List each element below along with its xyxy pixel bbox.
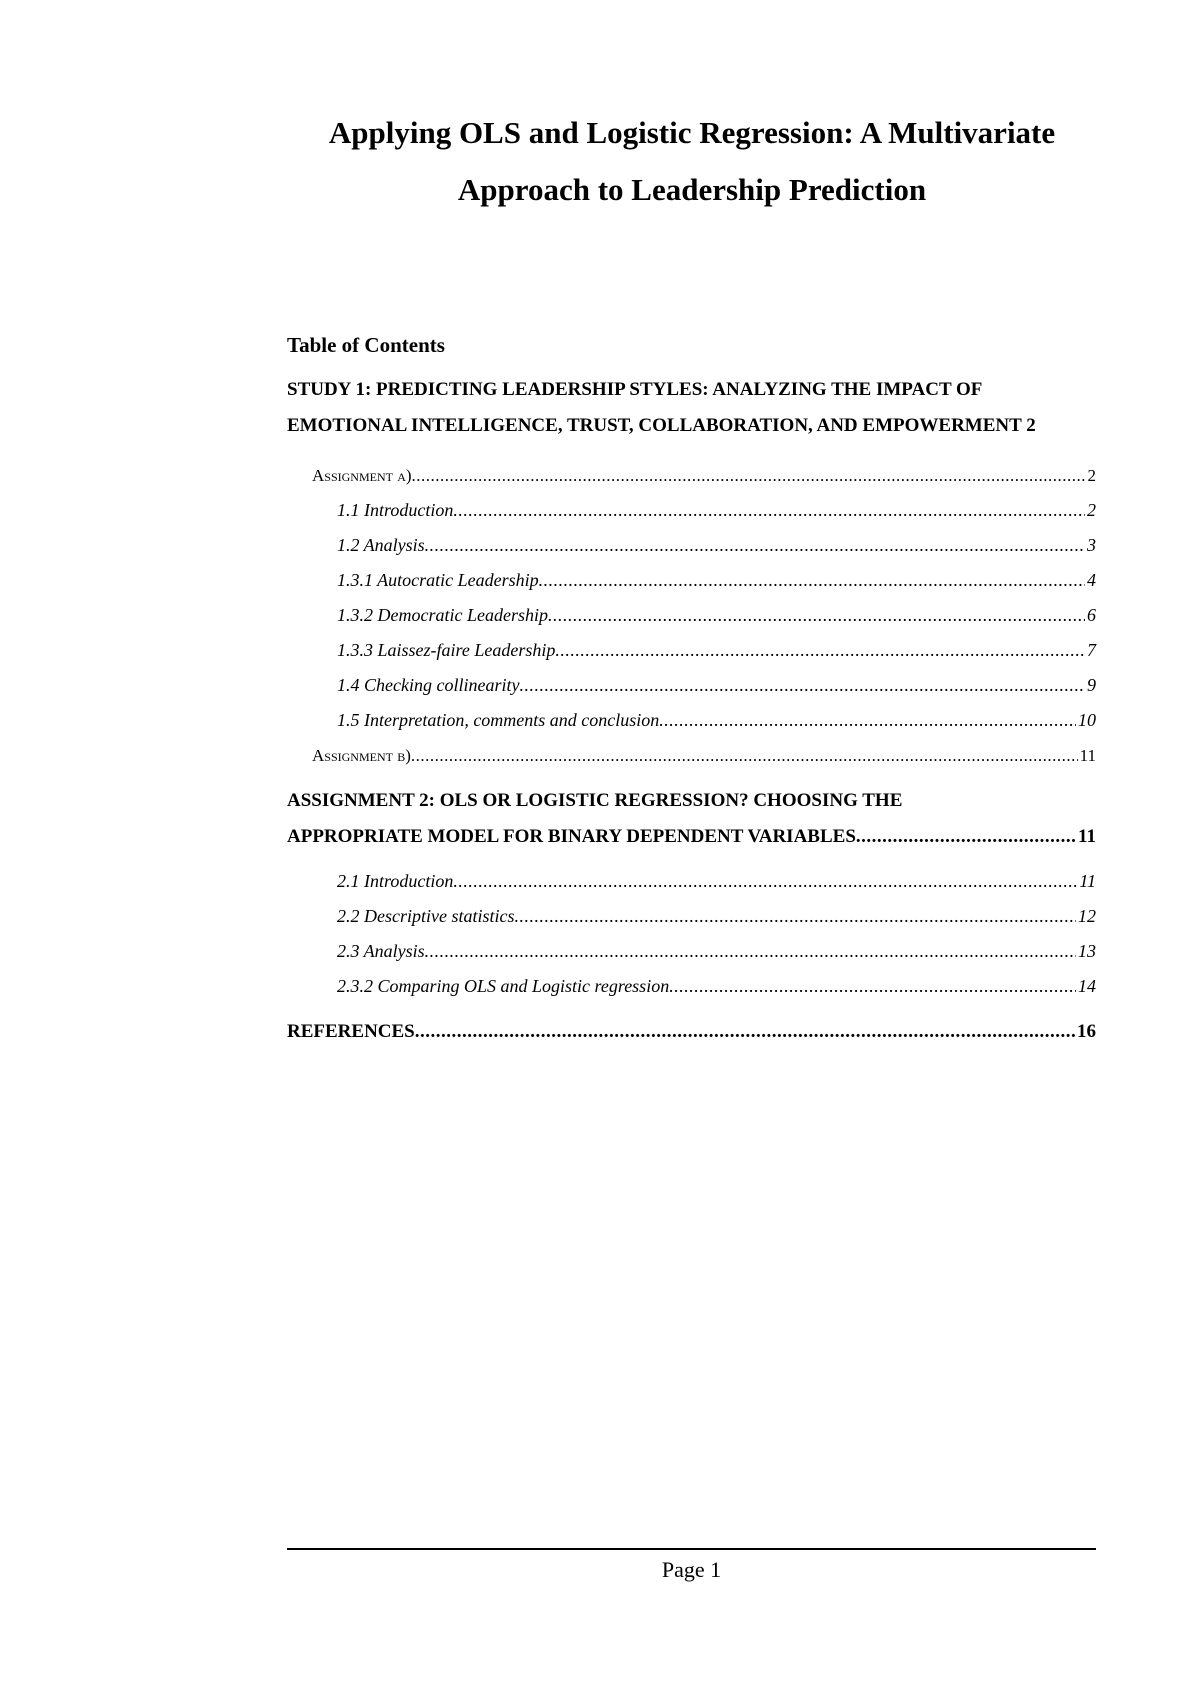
title-line-2: Approach to Leadership Prediction	[457, 172, 927, 207]
toc-study1-page: 2	[1026, 415, 1036, 436]
toc-study1-title-end: EMOTIONAL INTELLIGENCE, TRUST, COLLABORATION, AND EMPOWERMENT	[287, 415, 1022, 436]
toc-entry-page: 11	[1079, 746, 1096, 765]
toc-entry-label: 1.3.3 Laissez-faire Leadership	[337, 640, 556, 660]
toc-entry-assignment-b[interactable]	[287, 738, 1096, 773]
toc-entry-page: 12	[1078, 906, 1096, 926]
toc-entry-label: 1.3.1 Autocratic Leadership	[337, 570, 539, 590]
toc-entry-label: Assignment a)	[312, 466, 412, 485]
toc-entry-1-5[interactable]	[287, 703, 1096, 738]
toc-entry-page: 10	[1078, 710, 1096, 730]
toc-entry-1-3-3[interactable]	[287, 633, 1096, 668]
toc-entry-page: 4	[1087, 570, 1096, 590]
toc-entry-label: 2.3.2 Comparing OLS and Logistic regression	[337, 976, 670, 996]
toc-leader-dots	[519, 668, 1085, 703]
toc-study1-line1[interactable]: STUDY 1: PREDICTING LEADERSHIP STYLES: ANALYZING THE IMPACT OF	[287, 379, 983, 400]
toc-leader-dots	[453, 493, 1085, 528]
toc-entry-assignment-a[interactable]	[287, 458, 1096, 493]
toc-leader-dots	[415, 1014, 1075, 1049]
toc-heading: Table of Contents	[287, 333, 445, 357]
toc-entry-label: 2.3 Analysis	[337, 941, 425, 961]
toc-leader-dots	[425, 528, 1085, 563]
toc-entry-1-4[interactable]	[287, 668, 1096, 703]
toc-entry-label: APPROPRIATE MODEL FOR BINARY DEPENDENT VARIABLES	[287, 826, 856, 847]
toc-entry-page: 11	[1079, 871, 1096, 891]
toc-entry-2-2[interactable]	[287, 899, 1096, 934]
toc-entry-2-1[interactable]	[287, 864, 1096, 899]
toc-entry-page: 16	[1077, 1021, 1096, 1042]
toc-entry-label: 2.1 Introduction	[337, 871, 454, 891]
toc-entry-label: 1.4 Checking collinearity	[337, 675, 520, 695]
page-number: Page 1	[661, 1557, 722, 1582]
document-title	[287, 104, 1097, 218]
toc-entry-page: 3	[1087, 535, 1096, 555]
title-line-1: Applying OLS and Logistic Regression: A Multivariate	[328, 115, 1056, 150]
toc-leader-dots	[539, 563, 1085, 598]
toc-entry-label: 1.5 Interpretation, comments and conclusion	[337, 710, 660, 730]
toc-leader-dots	[659, 703, 1076, 738]
toc-study1-line2[interactable]	[287, 408, 1096, 444]
toc-assignment2-line1[interactable]: ASSIGNMENT 2: OLS OR LOGISTIC REGRESSION? CHOOSING THE	[287, 790, 903, 811]
toc-entry-label: 1.3.2 Democratic Leadership	[337, 605, 548, 625]
toc-leader-dots	[514, 899, 1076, 934]
toc-leader-dots	[453, 864, 1077, 899]
toc-entry-2-3-2[interactable]	[287, 969, 1096, 1004]
toc-entry-page: 14	[1078, 976, 1096, 996]
toc-entry-label: 2.2 Descriptive statistics	[337, 906, 515, 926]
toc-entry-page: 7	[1087, 640, 1096, 660]
toc-entry-1-3-2[interactable]	[287, 598, 1096, 633]
toc-entry-2-3[interactable]	[287, 934, 1096, 969]
toc-entry-page: 9	[1087, 675, 1096, 695]
toc-entry-1-1[interactable]	[287, 493, 1096, 528]
toc-entry-label: 1.1 Introduction	[337, 500, 454, 520]
toc-leader-dots	[548, 598, 1085, 633]
toc-entry-page: 11	[1078, 826, 1096, 847]
toc-entry-label: Assignment b)	[312, 746, 411, 765]
toc-entry-1-2[interactable]	[287, 528, 1096, 563]
toc-entry-label: REFERENCES	[287, 1021, 415, 1042]
toc-leader-dots	[669, 969, 1076, 1004]
toc-entry-page: 2	[1087, 500, 1096, 520]
toc-entry-page: 6	[1087, 605, 1096, 625]
toc-leader-dots	[425, 934, 1076, 969]
toc-leader-dots	[412, 458, 1086, 493]
toc-entry-page: 2	[1087, 466, 1096, 485]
toc-leader-dots	[856, 819, 1076, 854]
toc-leader-dots	[555, 633, 1085, 668]
toc-entry-label: 1.2 Analysis	[337, 535, 425, 555]
table-of-contents	[287, 328, 1096, 1049]
toc-entry-page: 13	[1078, 941, 1096, 961]
toc-leader-dots	[411, 738, 1078, 773]
toc-entry-1-3-1[interactable]	[287, 563, 1096, 598]
toc-assignment2-line2[interactable]	[287, 819, 1096, 854]
toc-entry-references[interactable]	[287, 1014, 1096, 1049]
footer-divider	[287, 1548, 1096, 1550]
